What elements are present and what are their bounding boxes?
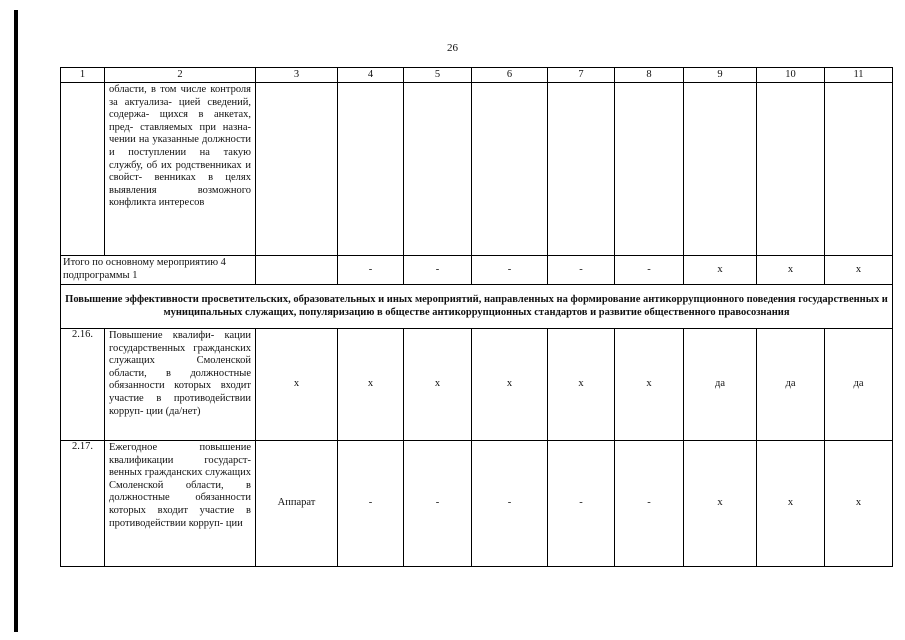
column-header: 6 — [472, 68, 548, 83]
table-row-2-16 — [61, 329, 893, 441]
row-description: области, в том числе контроля за актуализа- цией сведений, содержа- щихся в анкетах, пред- ставляемых при назна- чении на указанные должности и поступлении на такую службу, об их родственниках и свойст- венниках в целях выявления возможного конфликта интересов — [105, 83, 256, 256]
table-cell: - — [615, 441, 684, 567]
table-cell — [338, 83, 404, 256]
column-header: 1 — [61, 68, 105, 83]
table-cell: x — [684, 441, 757, 567]
row-number — [61, 83, 105, 256]
table-cell: x — [757, 441, 825, 567]
table-cell: x — [825, 441, 893, 567]
table-cell: - — [615, 256, 684, 285]
table-cell: x — [684, 256, 757, 285]
column-numbers-row — [61, 68, 893, 83]
column-header: 2 — [105, 68, 256, 83]
row-number: 2.16. — [61, 329, 105, 441]
table-cell — [472, 83, 548, 256]
table-cell: x — [548, 329, 615, 441]
table-cell: - — [548, 256, 615, 285]
left-margin-bar — [14, 10, 18, 632]
column-header: 7 — [548, 68, 615, 83]
column-header: 5 — [404, 68, 472, 83]
table-cell — [825, 83, 893, 256]
table-row-continuation — [61, 83, 893, 256]
table-cell: - — [338, 441, 404, 567]
table-cell — [256, 256, 338, 285]
table-cell: x — [256, 329, 338, 441]
table-cell: да — [825, 329, 893, 441]
table-row-2-17 — [61, 441, 893, 567]
itogo-label: Итого по основному мероприятию 4 подпрограммы 1 — [61, 256, 256, 285]
table-cell: - — [404, 441, 472, 567]
program-table — [60, 67, 893, 567]
column-header: 9 — [684, 68, 757, 83]
table-cell: x — [825, 256, 893, 285]
table-row-itogo — [61, 256, 893, 285]
section-row — [61, 285, 893, 329]
table-cell: - — [472, 256, 548, 285]
table-cell — [404, 83, 472, 256]
column-header: 4 — [338, 68, 404, 83]
page-number: 26 — [447, 42, 458, 54]
table-cell — [256, 83, 338, 256]
table-cell: x — [404, 329, 472, 441]
table-cell: x — [757, 256, 825, 285]
table-cell: - — [404, 256, 472, 285]
table-cell: да — [684, 329, 757, 441]
table-cell: - — [338, 256, 404, 285]
table-cell: да — [757, 329, 825, 441]
row-description: Повышение квалифи- кации государственных гражданских служащих Смоленской области, в должностные обязанности которых входит участие в противодействии корруп- ции (да/нет) — [105, 329, 256, 441]
row-number: 2.17. — [61, 441, 105, 567]
table-cell — [684, 83, 757, 256]
column-header: 8 — [615, 68, 684, 83]
column-header: 10 — [757, 68, 825, 83]
table-cell: Аппарат — [256, 441, 338, 567]
table-cell: x — [472, 329, 548, 441]
column-header: 3 — [256, 68, 338, 83]
table-cell: x — [615, 329, 684, 441]
column-header: 11 — [825, 68, 893, 83]
section-title: Повышение эффективности просветительских, образовательных и иных мероприятий, направленных на формирование антикоррупционного поведения государственных и муниципальных служащих, популяризацию в обществе антикоррупционных стандартов и развитие общественного правосознания — [61, 285, 893, 329]
row-description: Ежегодное повышение квалификации государст- венных гражданских служащих Смоленской области, в должностные обязанности которых входит участие в противодействии корруп- ции — [105, 441, 256, 567]
table-cell: - — [548, 441, 615, 567]
table-cell — [615, 83, 684, 256]
table-cell: x — [338, 329, 404, 441]
table-cell: - — [472, 441, 548, 567]
table-cell — [757, 83, 825, 256]
table-cell — [548, 83, 615, 256]
